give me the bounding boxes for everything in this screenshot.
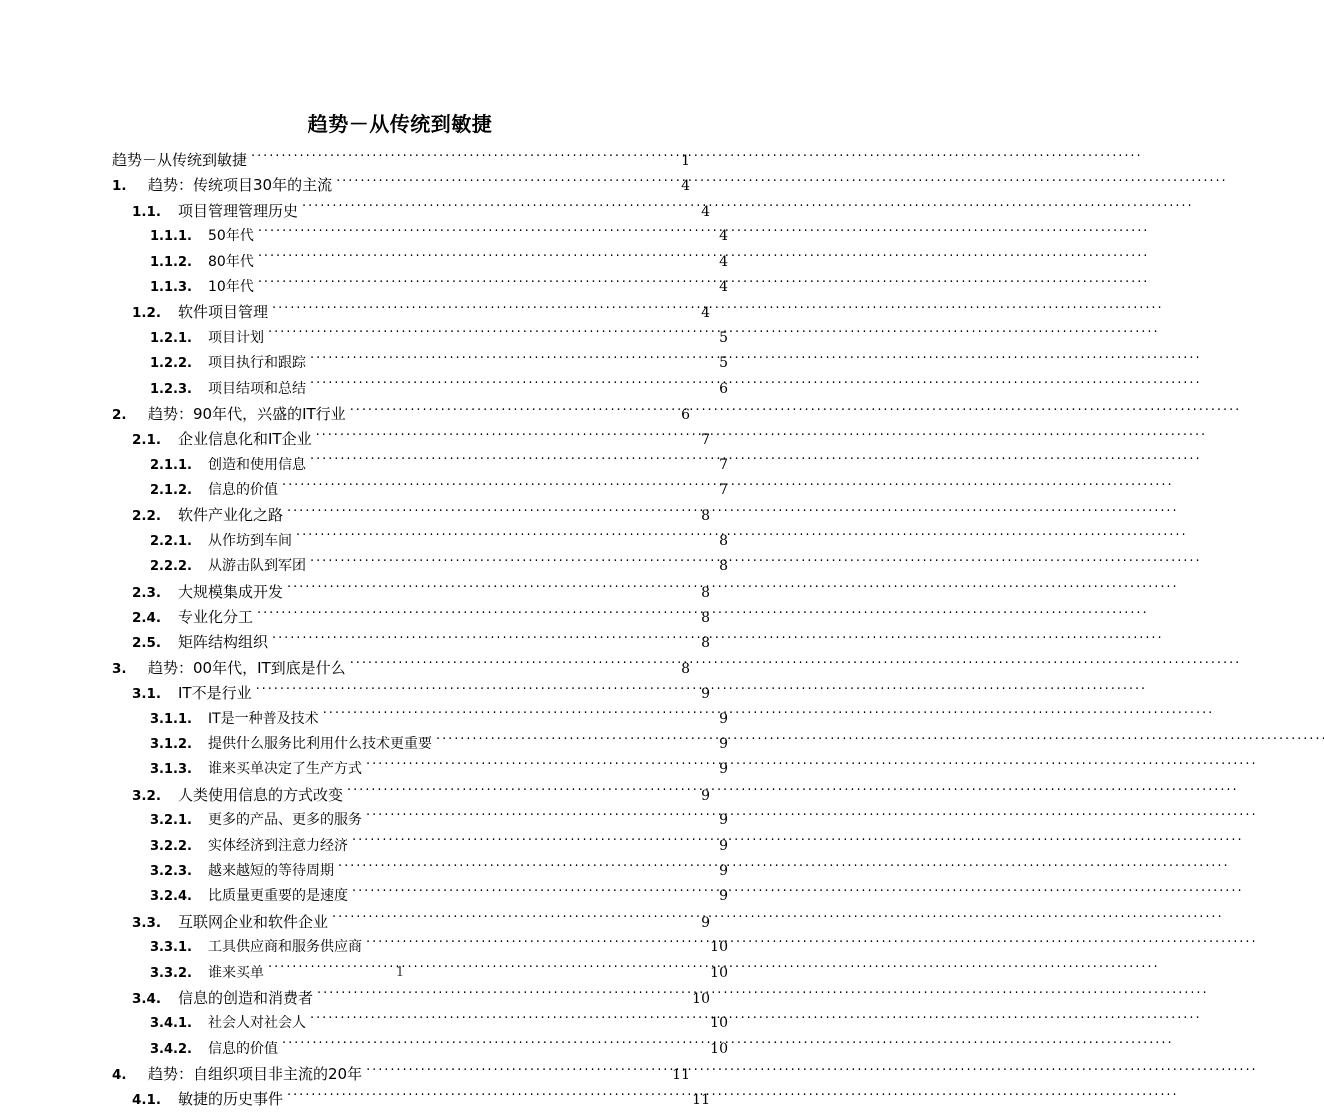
toc-dot-leader [352,884,718,900]
toc-entry-label: 项目管理管理历史 [178,201,299,220]
toc-entry-number: 3.1.1. [150,711,192,727]
toc-entry-page-number: 8 [701,584,710,601]
toc-entry-label: 敏捷的历史事件 [178,1090,284,1109]
toc-entry-number: 2.2.1. [150,533,192,549]
toc-entry-number: 1.2.2. [150,356,192,372]
toc-entry-label: 软件项目管理 [178,303,269,322]
toc-entry-page-number: 8 [681,660,690,677]
toc-dot-leader [323,707,718,723]
toc-entry-page-number: 5 [719,329,728,346]
toc-entry-number: 2.5. [132,635,162,652]
toc-entry-label: 谁来买单决定了生产方式 [208,761,362,778]
toc-entry-page-number: 5 [719,355,728,372]
toc-entry-number: 3.4. [132,990,162,1007]
page-title: 趋势－从传统到敏捷 [307,112,493,136]
toc-entry-number: 1.1.2. [150,254,192,270]
toc-entry-number: 2.1.1. [150,457,192,473]
toc-entry-page-number: 8 [701,635,710,652]
toc-entry-label: 项目计划 [208,329,264,346]
toc-dot-leader [287,504,700,520]
toc-entry[interactable] [112,1087,710,1112]
toc-entry-page-number: 9 [719,761,728,778]
footer-page-number: 1 [395,965,405,980]
toc-entry-number: 3.4.1. [150,1016,192,1032]
toc-entry-number: 3.2.1. [150,813,192,829]
toc-entry-page-number: 9 [719,735,728,752]
toc-dot-leader [256,682,700,698]
toc-entry-page-number: 10 [692,990,710,1007]
toc-entry-number: 3.2. [132,787,162,804]
toc-entry-number: 1.1.3. [150,279,192,295]
toc-dot-leader [282,1037,709,1053]
toc-entry-number: 2.1. [132,432,162,449]
toc-entry-number: 3.3.1. [150,940,192,956]
toc-dot-leader [332,911,700,927]
toc-entry-page-number: 11 [672,1067,690,1084]
toc-entry-page-number: 4 [719,228,728,245]
toc-entry-number: 3.4.2. [150,1041,192,1057]
toc-entry-number: 3.1.2. [150,736,192,752]
toc-dot-leader [317,987,691,1003]
toc-entry-number: 2.1.2. [150,483,192,499]
toc-entry-label: 更多的产品、更多的服务 [208,812,362,829]
toc-entry-page-number: 9 [719,888,728,905]
toc-dot-leader [310,1011,709,1027]
toc-entry-number: 1.2.3. [150,381,192,397]
toc-dot-leader [310,453,718,469]
toc-dot-leader [258,224,718,240]
toc-entry-number: 2.3. [132,584,162,601]
toc-dot-leader [258,275,718,291]
toc-dot-leader [268,326,718,342]
toc-dot-leader [310,351,718,367]
toc-entry-label: 互联网企业和软件企业 [178,912,329,931]
toc-dot-leader [338,859,718,875]
toc-entry-page-number: 4 [719,253,728,270]
toc-entry-label: 实体经济到注意力经济 [208,837,348,854]
toc-entry-page-number: 7 [719,482,728,499]
toc-entry-label: 比质量更重要的是速度 [208,888,348,905]
toc-entry-number: 1.2.1. [150,330,192,346]
toc-dot-leader [310,554,718,570]
toc-entry-page-number: 9 [701,914,710,931]
toc-dot-leader [366,757,718,773]
toc-entry-number: 2.2.2. [150,559,192,575]
toc-entry-number: 3.3. [132,914,162,931]
toc-entry-number: 3. [112,660,127,677]
toc-dot-leader [272,631,700,647]
toc-dot-leader [436,732,718,748]
toc-entry-number: 2.2. [132,508,162,525]
toc-entry-label: 项目执行和跟踪 [208,355,306,372]
toc-entry-page-number: 10 [710,939,728,956]
toc-entry-page-number: 9 [719,812,728,829]
toc-entry-number: 2.4. [132,610,162,627]
toc-entry-page-number: 9 [719,710,728,727]
toc-entry-label: 信息的创造和消费者 [178,988,314,1007]
toc-entry-page-number: 9 [701,686,710,703]
toc-dot-leader [316,428,700,444]
toc-entry-number: 3.2.2. [150,838,192,854]
toc-entry-page-number: 10 [710,1040,728,1057]
toc-entry-page-number: 8 [719,532,728,549]
toc-entry-number: 1.2. [132,305,162,322]
toc-entry-label: 越来越短的等待周期 [208,862,334,879]
toc-dot-leader [366,935,709,951]
toc-entry-number: 1. [112,178,127,195]
toc-entry-page-number: 8 [701,610,710,627]
toc-entry-number: 1.1. [132,203,162,220]
toc-entry-label: IT是一种普及技术 [208,710,319,727]
toc-entry-page-number: 9 [719,862,728,879]
toc-entry-label: 趋势：自组织项目非主流的20年 [148,1065,363,1084]
toc-entry-label: 10年代 [208,278,254,295]
toc-entry-label: 趋势：00年代，IT到底是什么 [148,658,346,677]
toc-entry-page-number: 4 [719,278,728,295]
toc-dot-leader [350,403,680,419]
toc-entry-page-number: 6 [719,380,728,397]
toc-dot-leader [336,174,680,190]
toc-dot-leader [366,1063,671,1079]
toc-entry-label: 信息的价值 [208,1040,278,1057]
toc-entry-page-number: 4 [681,178,690,195]
toc-entry-page-number: 11 [692,1092,710,1109]
toc-entry-number: 3.3.2. [150,965,192,981]
toc-entry-number: 2. [112,406,127,423]
toc-dot-leader [302,200,700,216]
toc-dot-leader [258,250,718,266]
toc-entry-page-number: 4 [701,305,710,322]
toc-entry-page-number: 7 [719,456,728,473]
toc-entry-label: 人类使用信息的方式改变 [178,785,344,804]
toc-entry-label: 从游击队到军团 [208,558,306,575]
toc-entry-page-number: 10 [710,964,728,981]
toc-entry-label: 50年代 [208,228,254,245]
toc-entry-label: 趋势：90年代，兴盛的IT行业 [148,404,346,423]
toc-entry-label: 大规模集成开发 [178,582,284,601]
toc-entry-page-number: 1 [681,153,690,169]
toc-entry-number: 3.2.3. [150,863,192,879]
toc-entry-number: 1.1.1. [150,229,192,245]
toc-entry-label: 趋势：传统项目30年的主流 [148,176,333,195]
toc-entry-page-number: 9 [701,787,710,804]
toc-entry-label: 矩阵结构组织 [178,633,269,652]
toc-entry-page-number: 9 [719,837,728,854]
toc-entry-label: 80年代 [208,253,254,270]
toc-entry-label: 谁来买单 [208,964,264,981]
toc-entry-number: 3.1.3. [150,762,192,778]
toc-entry-label: 信息的价值 [208,482,278,499]
toc-dot-leader [287,581,700,597]
toc-dot-leader [347,784,700,800]
toc-dot-leader [350,657,680,673]
toc-entry-label: 从作坊到车间 [208,532,292,549]
toc-entry-label: 项目结项和总结 [208,380,306,397]
toc-entry-page-number: 10 [710,1015,728,1032]
toc-entry-number: 3.2.4. [150,889,192,905]
toc-entry-label: 提供什么服务比利用什么技术更重要 [208,735,432,752]
toc-entry-page-number: 4 [701,203,710,220]
toc-dot-leader [251,149,680,165]
toc-entry-label: IT不是行业 [178,684,252,703]
toc-entry-label: 企业信息化和IT企业 [178,430,312,449]
toc-entry-label: 专业化分工 [178,608,254,627]
toc-dot-leader [296,529,718,545]
toc-entry-page-number: 7 [701,432,710,449]
toc-dot-leader [282,478,718,494]
toc-dot-leader [272,301,700,317]
toc-dot-leader [352,834,718,850]
toc-dot-leader [366,808,718,824]
toc-entry-number: 3.1. [132,686,162,703]
toc-entry-number: 4. [112,1067,127,1084]
toc-dot-leader [310,377,718,393]
toc-entry-number: 4.1. [132,1092,162,1109]
toc-entry-label: 软件产业化之路 [178,506,284,525]
toc-entry-label: 工具供应商和服务供应商 [208,939,362,956]
toc-entry-label: 社会人对社会人 [208,1015,306,1032]
toc-entry-page-number: 8 [701,508,710,525]
toc-entry-label: 创造和使用信息 [208,456,306,473]
toc-dot-leader [287,1088,691,1104]
toc-entry-page-number: 6 [681,406,690,423]
toc-dot-leader [257,606,700,622]
toc-entry-page-number: 8 [719,558,728,575]
toc-entry-label: 趋势－从传统到敏捷 [112,151,248,169]
